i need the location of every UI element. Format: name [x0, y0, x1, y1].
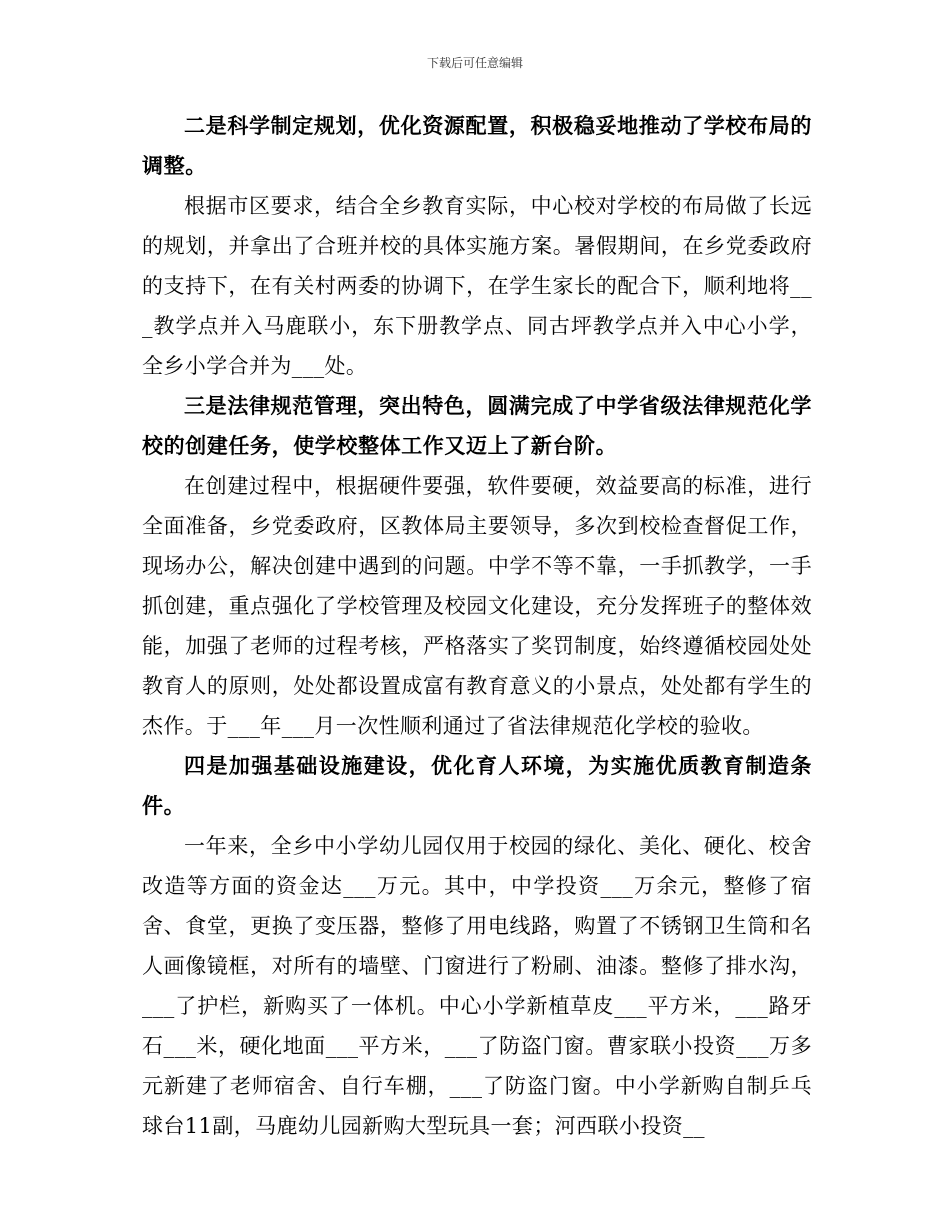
- page-header-note: 下载后可任意编辑: [426, 56, 523, 70]
- section-heading-4: 四是加强基础设施建设，优化育人环境，为实施优质教育制造条件。: [142, 753, 812, 818]
- section-heading-2: 二是科学制定规划，优化资源配置，积极稳妥地推动了学校布局的调整。: [142, 113, 812, 178]
- document-body: [142, 106, 812, 1146]
- body-paragraph-infrastructure: 一年来，全乡中小学幼儿园仅用于校园的绿化、美化、硬化、校舍改造等方面的资金达___万元。其中，中学投资___万余元，整修了宿舍、食堂，更换了变压器，整修了用电线路，购置了不锈钢卫生筒和名人画像镜框，对所有的墙壁、门窗进行了粉刷、油漆。整修了排水沟，___了护栏，新购买了一体机。中心小学新植草皮___平方米，___路牙石___米，硬化地面___平方米，___了防盗门窗。曹家联小投资___万多元新建了老师宿舍、自行车棚，___了防盗门窗。中小学新购自制乒乓球台11副，马鹿幼儿园新购大型玩具一套；河西联小投资__: [142, 834, 812, 1138]
- body-paragraph-creation: 在创建过程中，根据硬件要强，软件要硬，效益要高的标准，进行全面准备，乡党委政府，区教体局主要领导，多次到校检查督促工作，现场办公，解决创建中遇到的问题。中学不等不靠，一手抓教学，一手抓创建，重点强化了学校管理及校园文化建设，充分发挥班子的整体效能，加强了老师的过程考核，严格落实了奖罚制度，始终遵循校园处处教育人的原则，处处都设置成富有教育意义的小景点，处处都有学生的杰作。于___年___月一次性顺利通过了省法律规范化学校的验收。: [142, 474, 812, 738]
- section-heading-3: 三是法律规范管理，突出特色，圆满完成了中学省级法律规范化学校的创建任务，使学校整体工作又迈上了新台阶。: [142, 393, 812, 458]
- body-paragraph-layout: 根据市区要求，结合全乡教育实际，中心校对学校的布局做了长远的规划，并拿出了合班并校的具体实施方案。暑假期间，在乡党委政府的支持下，在有关村两委的协调下，在学生家长的配合下，顺利地将___教学点并入马鹿联小，东下册教学点、同古坪教学点并入中心小学，全乡小学合并为___处。: [142, 194, 812, 378]
